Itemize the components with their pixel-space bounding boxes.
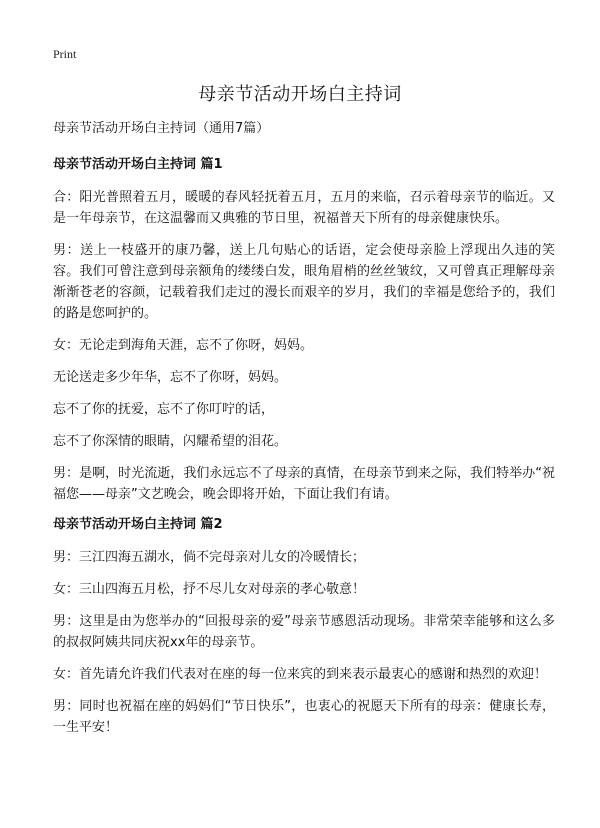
section-heading-1: 母亲节活动开场白主持词 篇1	[53, 157, 223, 172]
paragraph: 忘不了你的抚爱，忘不了你叮咛的话，	[53, 402, 275, 417]
paragraph: 女：首先请允许我们代表对在座的每一位来宾的到来表示最衷心的感谢和热烈的欢迎！	[53, 667, 548, 682]
document-body	[53, 120, 555, 749]
paragraph: 合：阳光普照着五月，暖暖的春风轻抚着五月，五月的来临，召示着母亲节的临近。又是一年母亲节，在这温馨而又典雅的节日里，祝福普天下所有的母亲健康快乐。	[53, 190, 555, 226]
paragraph: 男：这里是由为您举办的“回报母亲的爱”母亲节感恩活动现场。非常荣幸能够和这么多的叔叔阿姨共同庆祝xx年的母亲节。	[53, 614, 555, 650]
page-title: 母亲节活动开场白主持词	[198, 84, 402, 105]
paragraph: 男：同时也祝福在座的妈妈们“节日快乐”，也衷心的祝愿天下所有的母亲：健康长寿，一生平安！	[53, 699, 555, 735]
paragraph: 忘不了你深情的眼睛，闪耀希望的泪花。	[53, 434, 288, 449]
paragraph: 男：三江四海五湖水，倘不完母亲对儿女的冷暖情长；	[53, 550, 366, 565]
paragraph: 无论送走多少年华，忘不了你呀，妈妈。	[53, 370, 288, 385]
paragraph: 女：无论走到海角天涯，忘不了你呀，妈妈。	[53, 338, 314, 353]
paragraph: 男：是啊，时光流逝，我们永远忘不了母亲的真情，在母亲节到来之际，我们特举办“祝福您——母亲”文艺晚会，晚会即将开始，下面让我们有请。	[53, 466, 555, 502]
print-link[interactable]: Print	[53, 47, 77, 61]
paragraph: 男：送上一枝盛开的康乃馨，送上几句贴心的话语，定会使母亲脸上浮现出久违的笑容。我们可曾注意到母亲额角的缕缕白发，眼角眉梢的丝丝皱纹，又可曾真正理解母亲渐渐苍老的容颜，记载着我们走过的漫长而艰辛的岁月，我们的幸福是您给予的，我们的路是您呵护的。	[53, 243, 555, 321]
section-heading-2: 母亲节活动开场白主持词 篇2	[53, 517, 223, 532]
paragraph: 女：三山四海五月松，抒不尽儿女对母亲的孝心敬意！	[53, 582, 366, 597]
document-subtitle: 母亲节活动开场白主持词（通用7篇）	[53, 121, 270, 136]
